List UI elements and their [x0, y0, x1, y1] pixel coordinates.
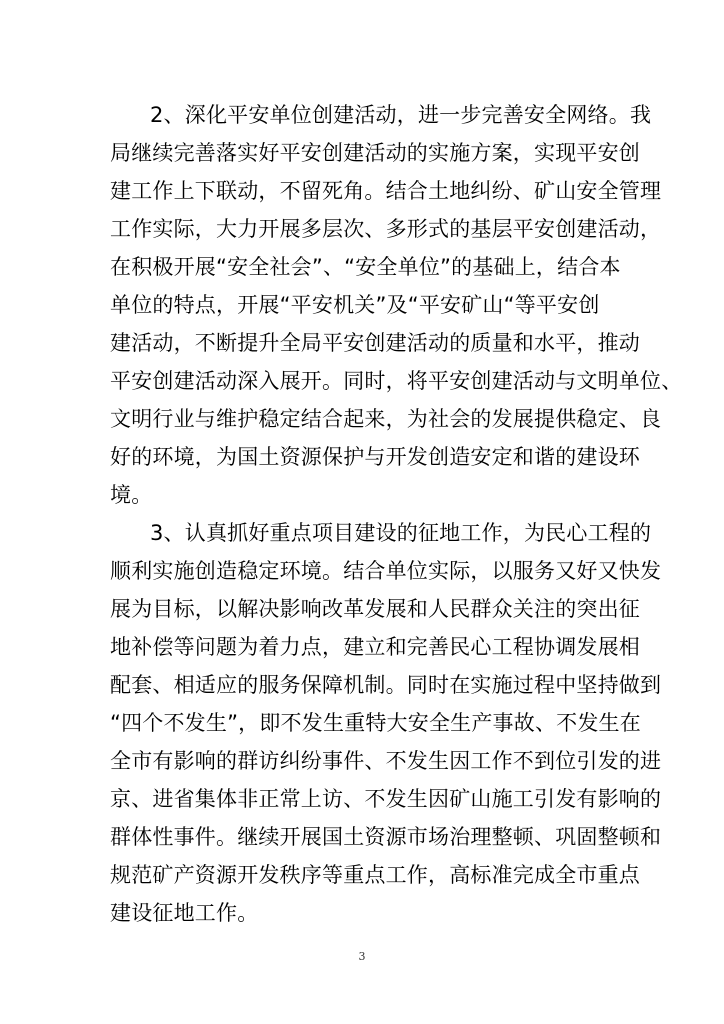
- paragraph-3-line-6: “四个不发生”，即不发生重特大安全生产事故、不发生在: [110, 711, 641, 735]
- paragraph-3-line-9: 群体性事件。继续开展国土资源市场治理整顿、巩固整顿和: [110, 825, 662, 849]
- paragraph-2-line-1: 2、深化平安单位创建活动，进一步完善安全网络。我: [150, 103, 652, 127]
- paragraph-3-line-10: 规范矿产资源开发秩序等重点工作，高标准完成全市重点: [110, 863, 640, 887]
- paragraph-2-line-9: 文明行业与维护稳定结合起来，为社会的发展提供稳定、良: [110, 407, 662, 431]
- paragraph-2-line-8: 平安创建活动深入展开。同时，将平安创建活动与文明单位、: [110, 369, 683, 393]
- paragraph-3-line-2: 顺利实施创造稳定环境。结合单位实际，以服务又好又快发: [110, 559, 662, 583]
- paragraph-2-line-5: 在积极开展“安全社会”、“安全单位”的基础上，结合本: [110, 255, 621, 279]
- paragraph-3-line-3: 展为目标，以解决影响改革发展和人民群众关注的突出征: [110, 597, 640, 621]
- paragraph-3-line-1: 3、认真抓好重点项目建设的征地工作，为民心工程的: [150, 521, 652, 545]
- paragraph-2-line-4: 工作实际，大力开展多层次、多形式的基层平安创建活动，: [110, 217, 662, 241]
- paragraph-2-line-10: 好的环境，为国土资源保护与开发创造安定和谐的建设环: [110, 445, 640, 469]
- paragraph-2-line-3: 建工作上下联动，不留死角。结合土地纠纷、矿山安全管理: [110, 179, 662, 203]
- paragraph-3-line-5: 配套、相适应的服务保障机制。同时在实施过程中坚持做到: [110, 673, 662, 697]
- paragraph-3-line-8: 京、进省集体非正常上访、不发生因矿山施工引发有影响的: [110, 787, 662, 811]
- paragraph-3-line-11: 建设征地工作。: [110, 901, 259, 925]
- paragraph-3-line-4: 地补偿等问题为着力点，建立和完善民心工程协调发展相: [110, 635, 640, 659]
- paragraph-3-line-7: 全市有影响的群访纠纷事件、不发生因工作不到位引发的进: [110, 749, 662, 773]
- page-number: 3: [358, 950, 366, 963]
- paragraph-2-line-6: 单位的特点，开展“平安机关”及“平安矿山“等平安创: [110, 293, 600, 317]
- paragraph-2-line-11: 境。: [110, 483, 153, 507]
- paragraph-2-line-2: 局继续完善落实好平安创建活动的实施方案，实现平安创: [110, 141, 640, 165]
- paragraph-2-line-7: 建活动，不断提升全局平安创建活动的质量和水平，推动: [110, 331, 640, 355]
